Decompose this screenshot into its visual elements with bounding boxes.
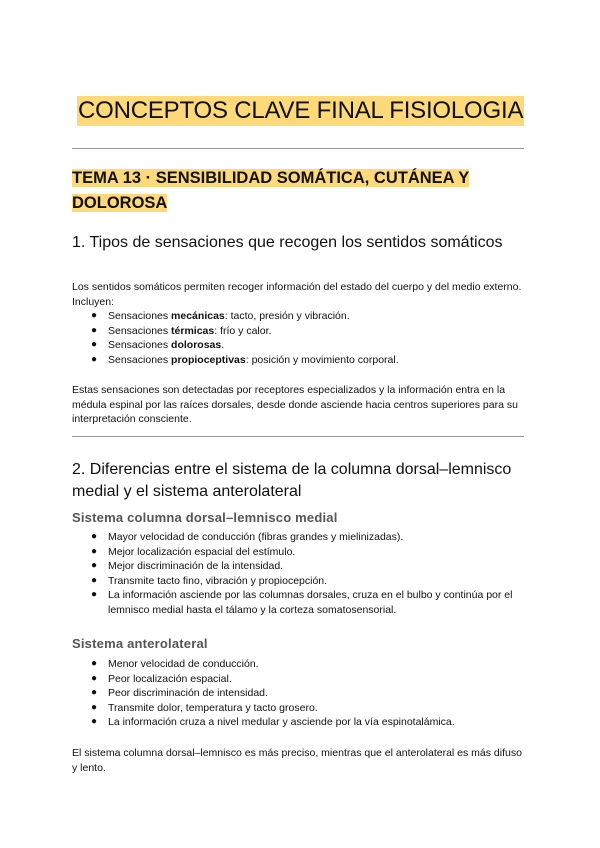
title-divider bbox=[72, 148, 524, 149]
section1-heading: 1. Tipos de sensaciones que recogen los sentidos somáticos bbox=[72, 234, 503, 251]
list-item: ● Sensaciones mecánicas: tacto, presión y vibración. bbox=[91, 310, 350, 322]
bullet-icon: ● bbox=[91, 531, 98, 542]
list-item: ● Peor discriminación de intensidad. bbox=[91, 687, 268, 700]
bullet-icon: ● bbox=[91, 716, 98, 728]
tema-heading-text: TEMA 13 · SENSIBILIDAD SOMÁTICA, CUTÁNEA Y DOLOROSA bbox=[72, 169, 470, 212]
bullet-icon: ● bbox=[91, 589, 98, 601]
bullet-icon: ● bbox=[91, 560, 98, 572]
bullet-icon: ● bbox=[91, 310, 98, 321]
section2-conclusion: El sistema columna dorsal–lemnisco es más preciso, mientras que el anterolateral es más difuso y lento. bbox=[72, 747, 522, 774]
bullet-icon: ● bbox=[91, 658, 98, 669]
bullet-icon: ● bbox=[91, 574, 98, 586]
list-item: ● Transmite dolor, temperatura y tacto grosero. bbox=[91, 701, 318, 714]
list-item: ● Mayor velocidad de conducción (fibras grandes y mielinizadas). bbox=[91, 531, 404, 543]
list-item: ● Transmite tacto fino, vibración y propiocepción. bbox=[91, 574, 328, 587]
section1-intro: Los sentidos somáticos permiten recoger información del estado del cuerpo y del medio externo. Incluyen: bbox=[72, 281, 522, 308]
section1-list bbox=[72, 309, 524, 367]
subsection-dorsal-heading: Sistema columna dorsal–lemnisco medial bbox=[72, 510, 338, 525]
bullet-icon: ● bbox=[91, 339, 98, 351]
list-item: ● Peor localización espacial. bbox=[91, 672, 232, 685]
list-item: ● Mejor localización espacial del estímulo. bbox=[91, 545, 296, 558]
section-divider bbox=[72, 436, 524, 437]
tema-heading bbox=[72, 166, 524, 216]
bullet-icon: ● bbox=[91, 687, 98, 699]
list-item: ● Menor velocidad de conducción. bbox=[91, 658, 259, 670]
list-item: ● Sensaciones propioceptivas: posición y movimiento corporal. bbox=[91, 353, 399, 366]
list-item: ● Sensaciones térmicas: frío y calor. bbox=[91, 324, 272, 337]
bullet-icon: ● bbox=[91, 672, 98, 684]
subsection-dorsal-list bbox=[72, 530, 524, 618]
bullet-icon: ● bbox=[91, 353, 98, 365]
list-item: ● Sensaciones dolorosas. bbox=[91, 339, 225, 352]
list-item: ● La información cruza a nivel medular y asciende por la vía espinotalámica. bbox=[91, 716, 455, 729]
list-item: ● Mejor discriminación de la intensidad. bbox=[91, 560, 284, 573]
subsection-anterolateral-list bbox=[72, 657, 524, 730]
subsection-anterolateral-heading: Sistema anterolateral bbox=[72, 636, 208, 651]
section2-heading: 2. Diferencias entre el sistema de la columna dorsal–lemnisco medial y el sistema anterolateral bbox=[72, 461, 512, 500]
bullet-icon: ● bbox=[91, 545, 98, 557]
bullet-icon: ● bbox=[91, 324, 98, 336]
bullet-icon: ● bbox=[91, 701, 98, 713]
section1-outro: Estas sensaciones son detectadas por receptores especializados y la información entra en la médula espinal por las raíces dorsales, desde donde asciende hacia centros superiores para su interpretación consciente. bbox=[72, 384, 518, 426]
document-title: CONCEPTOS CLAVE FINAL FISIOLOGIA bbox=[78, 97, 524, 124]
list-item: ● La información asciende por las columnas dorsales, cruza en el bulbo y continúa por el lemnisco medial hasta el tálamo y la corteza somatosensorial. bbox=[91, 589, 513, 616]
